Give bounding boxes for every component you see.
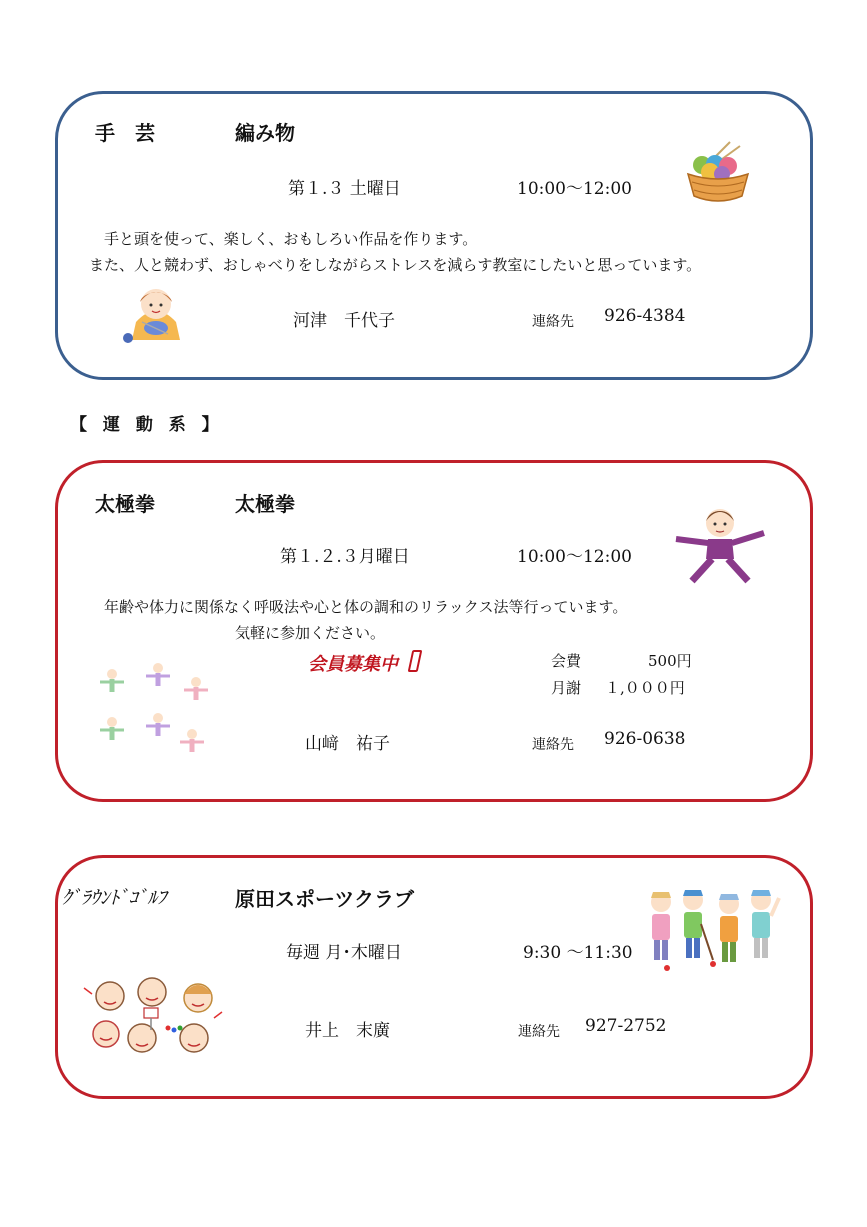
club-schedule: 毎週 月･木曜日 <box>286 943 402 963</box>
fee-value: 500円 <box>648 652 692 670</box>
club-description-line: 気軽に参加ください。 <box>235 624 386 642</box>
recruit-banner <box>308 650 420 676</box>
contact-person: 山﨑 祐子 <box>305 734 390 754</box>
contact-phone: 927-2752 <box>585 1016 667 1036</box>
tai-chi-person-icon <box>672 505 772 585</box>
club-schedule: 第１.３ 土曜日 <box>288 179 401 199</box>
tai-chi-group-icon <box>96 660 226 760</box>
club-time: 9:30 ～11:30 <box>523 943 633 963</box>
monthly-fee-label: 月謝 <box>551 679 582 697</box>
club-description-line: 手と頭を使って、楽しく、おもしろい作品を作ります。 <box>104 230 478 248</box>
contact-label: 連絡先 <box>518 1024 560 1040</box>
contact-label: 連絡先 <box>532 737 574 753</box>
cheering-group-icon <box>82 972 227 1064</box>
ground-golf-group-icon <box>643 884 783 974</box>
club-description-line: また、人と競わず、おしゃべりをしながらストレスを減らす教室にしたいと思っています。 <box>89 256 702 274</box>
club-time: 10:00～12:00 <box>517 179 632 199</box>
monthly-fee-value: １,０００円 <box>605 679 685 697</box>
club-name: 太極拳 <box>235 492 295 516</box>
section-heading: 【 運 動 系 】 <box>70 415 224 435</box>
club-time: 10:00～12:00 <box>517 547 632 567</box>
club-name: 編み物 <box>235 121 295 145</box>
club-category: 太極拳 <box>95 492 155 516</box>
club-name: 原田スポーツクラブ <box>235 887 414 911</box>
club-category: ｸﾞﾗｳﾝﾄﾞｺﾞﾙﾌ <box>62 887 167 909</box>
club-category: 手 芸 <box>95 121 155 145</box>
contact-phone: 926-4384 <box>604 306 686 326</box>
contact-person: 河津 千代子 <box>293 311 395 331</box>
club-description-line: 年齢や体力に関係なく呼吸法や心と体の調和のリラックス法等行っています。 <box>104 598 628 616</box>
knitting-woman-icon <box>116 282 196 346</box>
fee-label: 会費 <box>551 652 582 670</box>
recruit-text: 会員募集中 <box>308 654 398 675</box>
contact-label: 連絡先 <box>532 314 574 330</box>
yarn-basket-icon <box>682 140 754 206</box>
contact-person: 井上 末廣 <box>305 1021 390 1041</box>
contact-phone: 926-0638 <box>604 729 686 749</box>
club-schedule: 第１.２.３月曜日 <box>280 547 410 567</box>
